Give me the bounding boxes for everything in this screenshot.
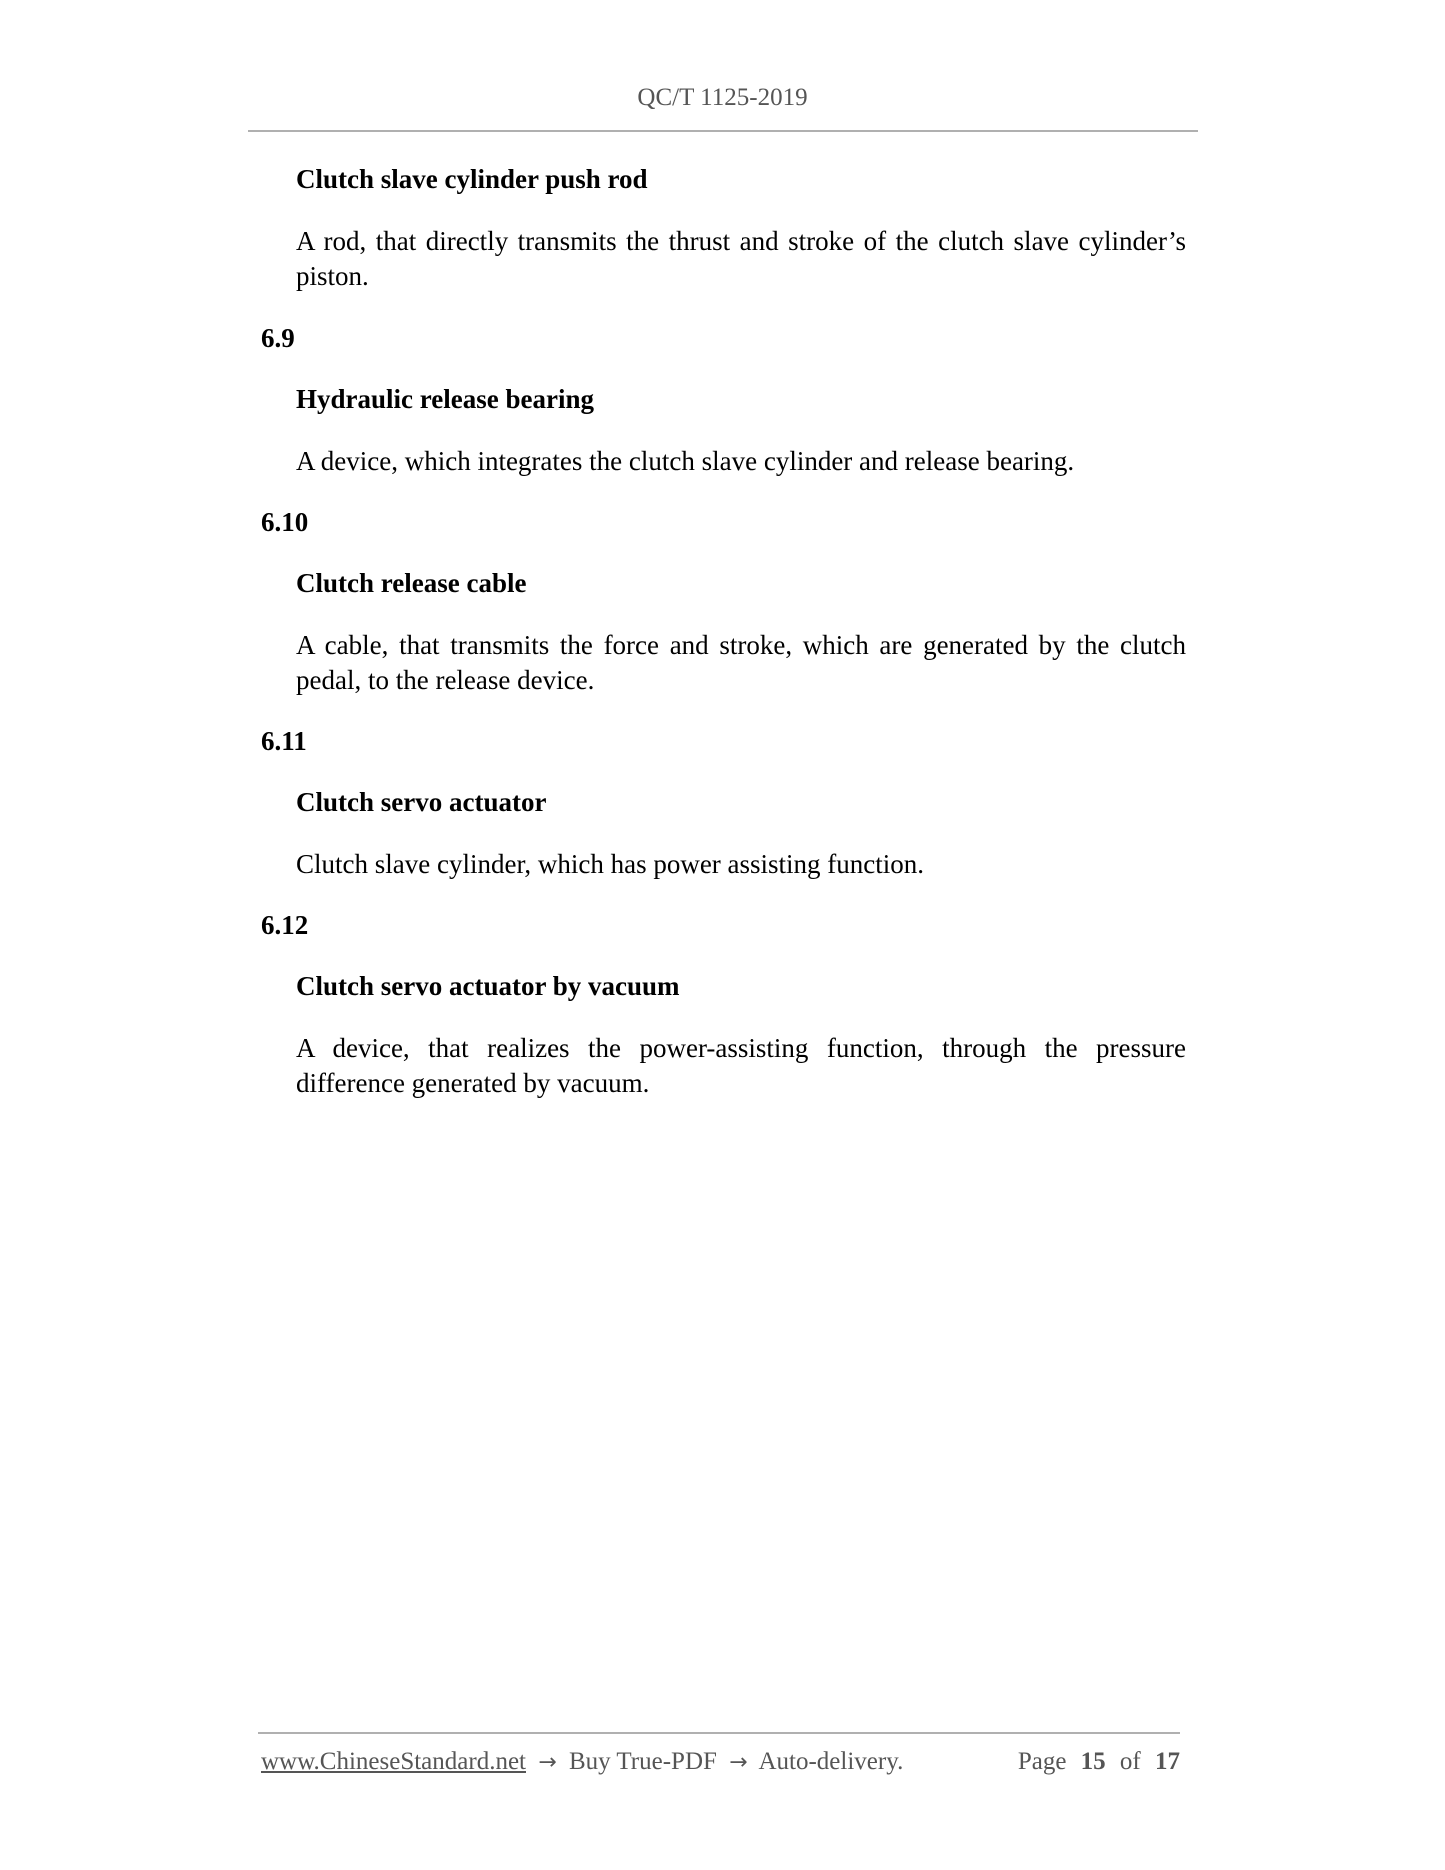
header-divider <box>248 130 1198 132</box>
term-definition: A rod, that directly transmits the thrust and stroke of the clutch slave cylinder’s piston. <box>296 226 1186 291</box>
arrow-right-icon: → <box>538 1750 557 1775</box>
page-label: Page <box>1017 1748 1067 1775</box>
term-title: Clutch release cable <box>296 568 527 598</box>
term-definition: A device, which integrates the clutch slave cylinder and release bearing. <box>296 446 1075 476</box>
term-title: Clutch servo actuator by vacuum <box>296 971 680 1001</box>
page-current: 15 <box>1080 1748 1106 1775</box>
term-definition: A device, that realizes the power-assisting function, through the pressure difference generated by vacuum. <box>296 1033 1186 1098</box>
footer-divider <box>258 1732 1180 1734</box>
clause-number: 6.10 <box>261 507 309 537</box>
arrow-right-icon: → <box>729 1750 748 1775</box>
document-header-title: QC/T 1125-2019 <box>637 84 808 111</box>
term-definition: A cable, that transmits the force and stroke, which are generated by the clutch pedal, to the release device. <box>296 630 1186 695</box>
clause-number: 6.12 <box>261 910 309 940</box>
term-title: Hydraulic release bearing <box>296 384 594 414</box>
term-title: Clutch slave cylinder push rod <box>296 164 648 194</box>
term-title: Clutch servo actuator <box>296 787 547 817</box>
page-footer <box>261 1748 1180 1776</box>
page-total: 17 <box>1155 1748 1180 1775</box>
clause-number: 6.11 <box>261 726 307 756</box>
buy-true-pdf-text: Buy True-PDF <box>568 1748 717 1775</box>
auto-delivery-text: Auto-delivery. <box>758 1748 904 1775</box>
term-definition: Clutch slave cylinder, which has power assisting function. <box>296 849 925 879</box>
footer-promo <box>261 1748 903 1776</box>
clause-number: 6.9 <box>261 323 295 353</box>
page-of-label: of <box>1119 1748 1141 1775</box>
website-link[interactable]: www.ChineseStandard.net <box>261 1748 526 1775</box>
page-indicator <box>1018 1748 1180 1776</box>
